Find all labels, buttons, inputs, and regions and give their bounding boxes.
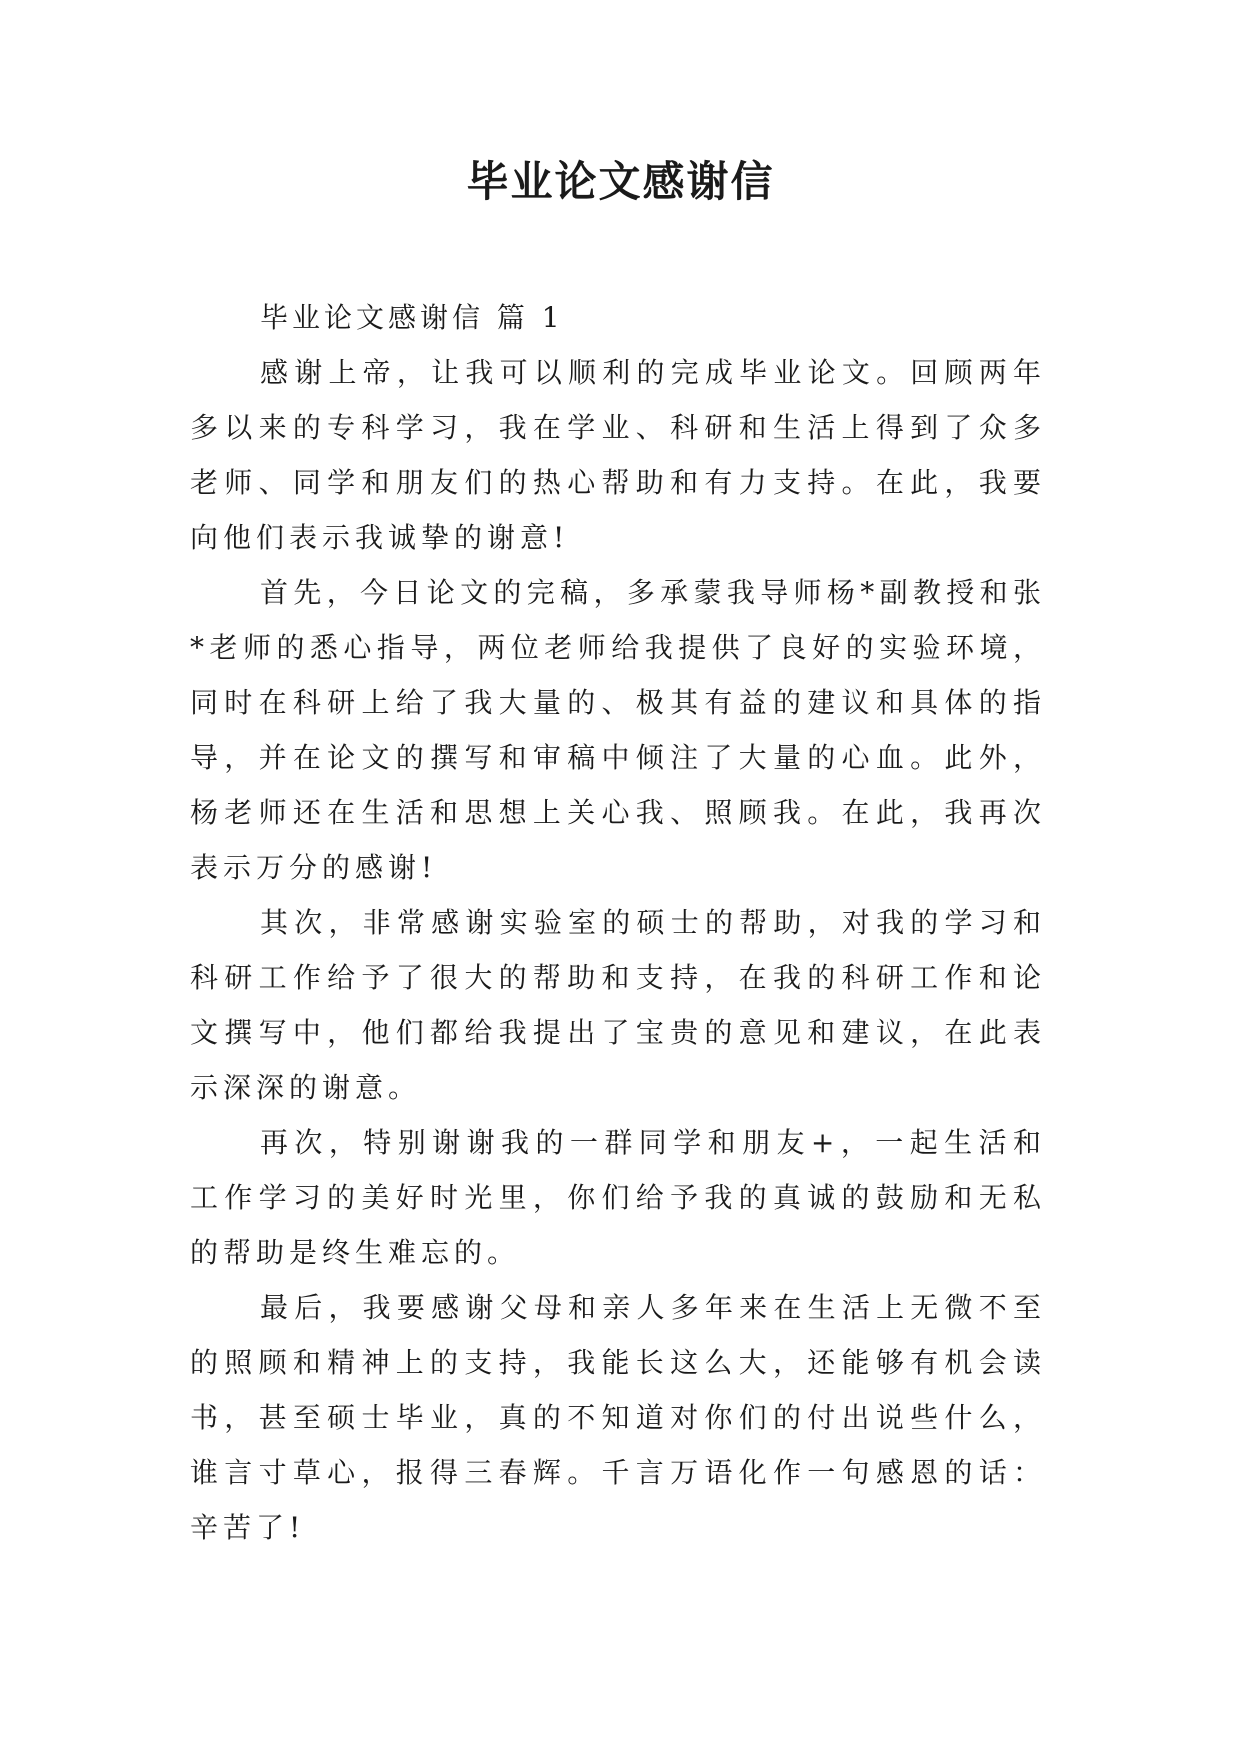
document-title: 毕业论文感谢信 xyxy=(466,157,775,206)
paragraph-4: 再次，特别谢谢我的一群同学和朋友+，一起生活和工作学习的美好时光里，你们给予我的真诚的鼓励和无私的帮助是终生难忘的。 xyxy=(190,1126,1046,1269)
paragraph-3: 其次，非常感谢实验室的硕士的帮助，对我的学习和科研工作给予了很大的帮助和支持，在我的科研工作和论文撰写中，他们都给我提出了宝贵的意见和建议，在此表示深深的谢意。 xyxy=(190,906,1046,1104)
document-body xyxy=(190,290,1046,1555)
paragraph-1: 感谢上帝，让我可以顺利的完成毕业论文。回顾两年多以来的专科学习，我在学业、科研和生活上得到了众多老师、同学和朋友们的热心帮助和有力支持。在此，我要向他们表示我诚挚的谢意! xyxy=(190,356,1046,554)
paragraph-5: 最后，我要感谢父母和亲人多年来在生活上无微不至的照顾和精神上的支持，我能长这么大，还能够有机会读书，甚至硕士毕业，真的不知道对你们的付出说些什么，谁言寸草心，报得三春辉。千言万语化作一句感恩的话：辛苦了! xyxy=(190,1291,1046,1544)
paragraph-2: 首先，今日论文的完稿，多承蒙我导师杨*副教授和张*老师的悉心指导，两位老师给我提供了良好的实验环境，同时在科研上给了我大量的、极其有益的建议和具体的指导，并在论文的撰写和审稿中倾注了大量的心血。此外，杨老师还在生活和思想上关心我、照顾我。在此，我再次表示万分的感谢! xyxy=(190,576,1046,884)
section-heading: 毕业论文感谢信 篇 1 xyxy=(260,301,564,334)
